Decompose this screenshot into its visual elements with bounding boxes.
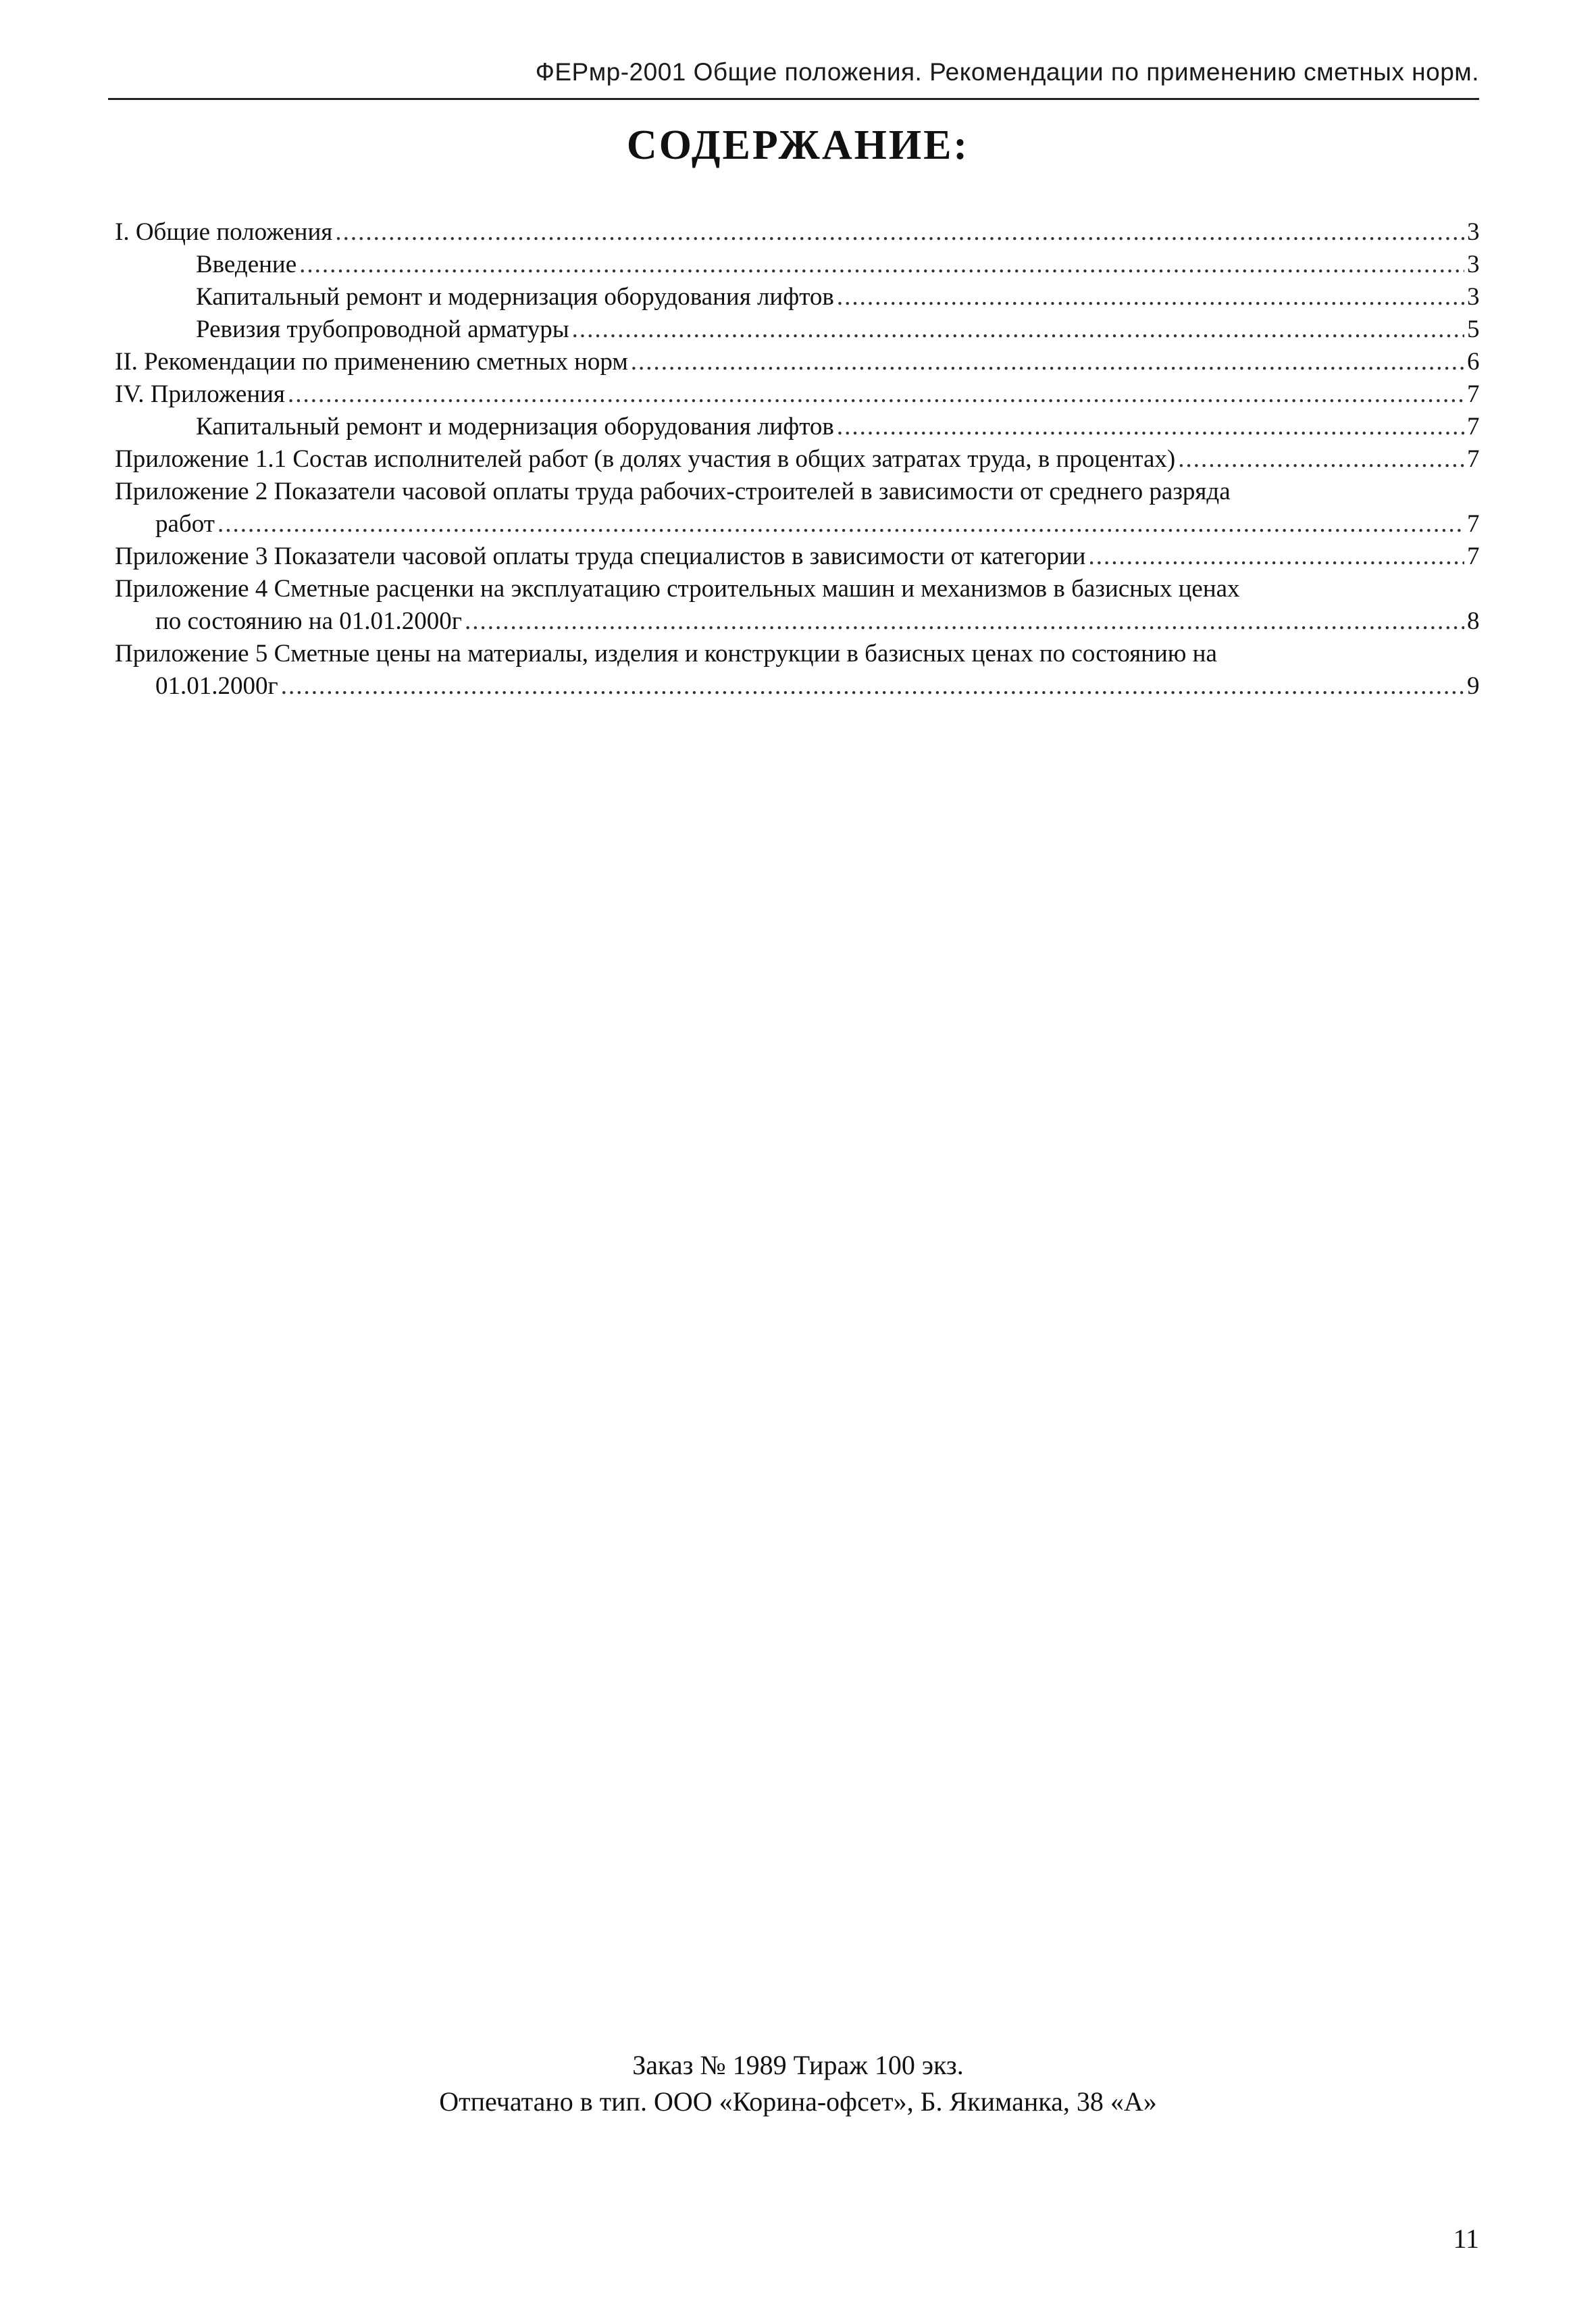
toc-entry-text: Приложение 4 Сметные расценки на эксплуатацию строительных машин и механизмов в базисных ценах — [115, 575, 1240, 603]
toc-entry-text: Приложение 3 Показатели часовой оплаты труда специалистов в зависимости от категории — [115, 543, 1086, 570]
toc-entry-page: 5 — [1467, 316, 1479, 343]
dot-leader — [335, 216, 1464, 249]
toc-entry-text: I. Общие положения — [115, 218, 333, 246]
toc-entry[interactable] — [115, 476, 1479, 540]
toc-entry-page: 7 — [1467, 510, 1479, 538]
toc-entry-text-continued: работ — [155, 510, 215, 538]
dot-leader — [837, 281, 1464, 313]
toc-entry-page: 3 — [1467, 283, 1479, 311]
toc-entry-page: 3 — [1467, 218, 1479, 246]
toc-entry-text: Капитальный ремонт и модернизация оборудования лифтов — [196, 283, 834, 311]
toc-entry-continuation — [115, 508, 1479, 540]
toc-entry[interactable] — [115, 378, 1479, 411]
page-number: 11 — [1453, 2223, 1479, 2254]
toc-entry-text: Приложение 5 Сметные цены на материалы, изделия и конструкции в базисных ценах по состоянию на — [115, 640, 1217, 668]
table-of-contents — [115, 216, 1479, 703]
toc-entry[interactable] — [115, 346, 1479, 378]
dot-leader — [572, 313, 1464, 346]
toc-entry-text: IV. Приложения — [115, 380, 285, 408]
toc-entry[interactable] — [115, 540, 1479, 573]
toc-entry-continuation — [115, 670, 1479, 703]
toc-entry-page: 8 — [1467, 607, 1479, 635]
toc-entry[interactable] — [115, 313, 1479, 346]
dot-leader — [837, 411, 1464, 443]
toc-entry[interactable] — [115, 443, 1479, 476]
toc-entry[interactable] — [115, 411, 1479, 443]
toc-entry-text: Приложение 2 Показатели часовой оплаты труда рабочих-строителей в зависимости от среднего разряда — [115, 478, 1231, 505]
toc-entry-page: 7 — [1467, 413, 1479, 441]
toc-entry[interactable] — [115, 573, 1479, 638]
toc-entry-page: 3 — [1467, 251, 1479, 278]
dot-leader — [1178, 443, 1464, 476]
dot-leader — [465, 605, 1464, 638]
imprint — [0, 2047, 1596, 2120]
dot-leader — [631, 346, 1464, 378]
toc-entry-page: 6 — [1467, 348, 1479, 376]
toc-entry-text: Введение — [196, 251, 297, 278]
toc-entry-page: 9 — [1467, 672, 1479, 700]
dot-leader — [299, 249, 1464, 281]
imprint-order-line: Заказ № 1989 Тираж 100 экз. — [632, 2050, 964, 2080]
dot-leader — [288, 378, 1464, 411]
toc-title: СОДЕРЖАНИЕ: — [626, 122, 970, 168]
toc-entry-continuation — [115, 605, 1479, 638]
toc-entry[interactable] — [115, 281, 1479, 313]
toc-entry[interactable] — [115, 638, 1479, 703]
toc-entry[interactable] — [115, 249, 1479, 281]
dot-leader — [281, 670, 1464, 703]
toc-entry-text: II. Рекомендации по применению сметных норм — [115, 348, 628, 376]
toc-entry-page: 7 — [1467, 380, 1479, 408]
toc-entry-text: Приложение 1.1 Состав исполнителей работ (в долях участия в общих затратах труда, в процентах) — [115, 445, 1176, 473]
toc-entry-page: 7 — [1467, 445, 1479, 473]
toc-entry[interactable] — [115, 216, 1479, 249]
running-header: ФЕРмр-2001 Общие положения. Рекомендации по применению сметных норм. — [535, 58, 1479, 86]
dot-leader — [1088, 540, 1464, 573]
toc-entry-text: Капитальный ремонт и модернизация оборудования лифтов — [196, 413, 834, 441]
header-rule — [108, 98, 1479, 100]
dot-leader — [217, 508, 1464, 540]
toc-entry-text-continued: по состоянию на 01.01.2000г — [155, 607, 462, 635]
toc-entry-text-continued: 01.01.2000г — [155, 672, 278, 700]
toc-entry-page: 7 — [1467, 543, 1479, 570]
toc-entry-text: Ревизия трубопроводной арматуры — [196, 316, 569, 343]
imprint-printer-line: Отпечатано в тип. ООО «Корина-офсет», Б. Якиманка, 38 «А» — [439, 2086, 1157, 2117]
